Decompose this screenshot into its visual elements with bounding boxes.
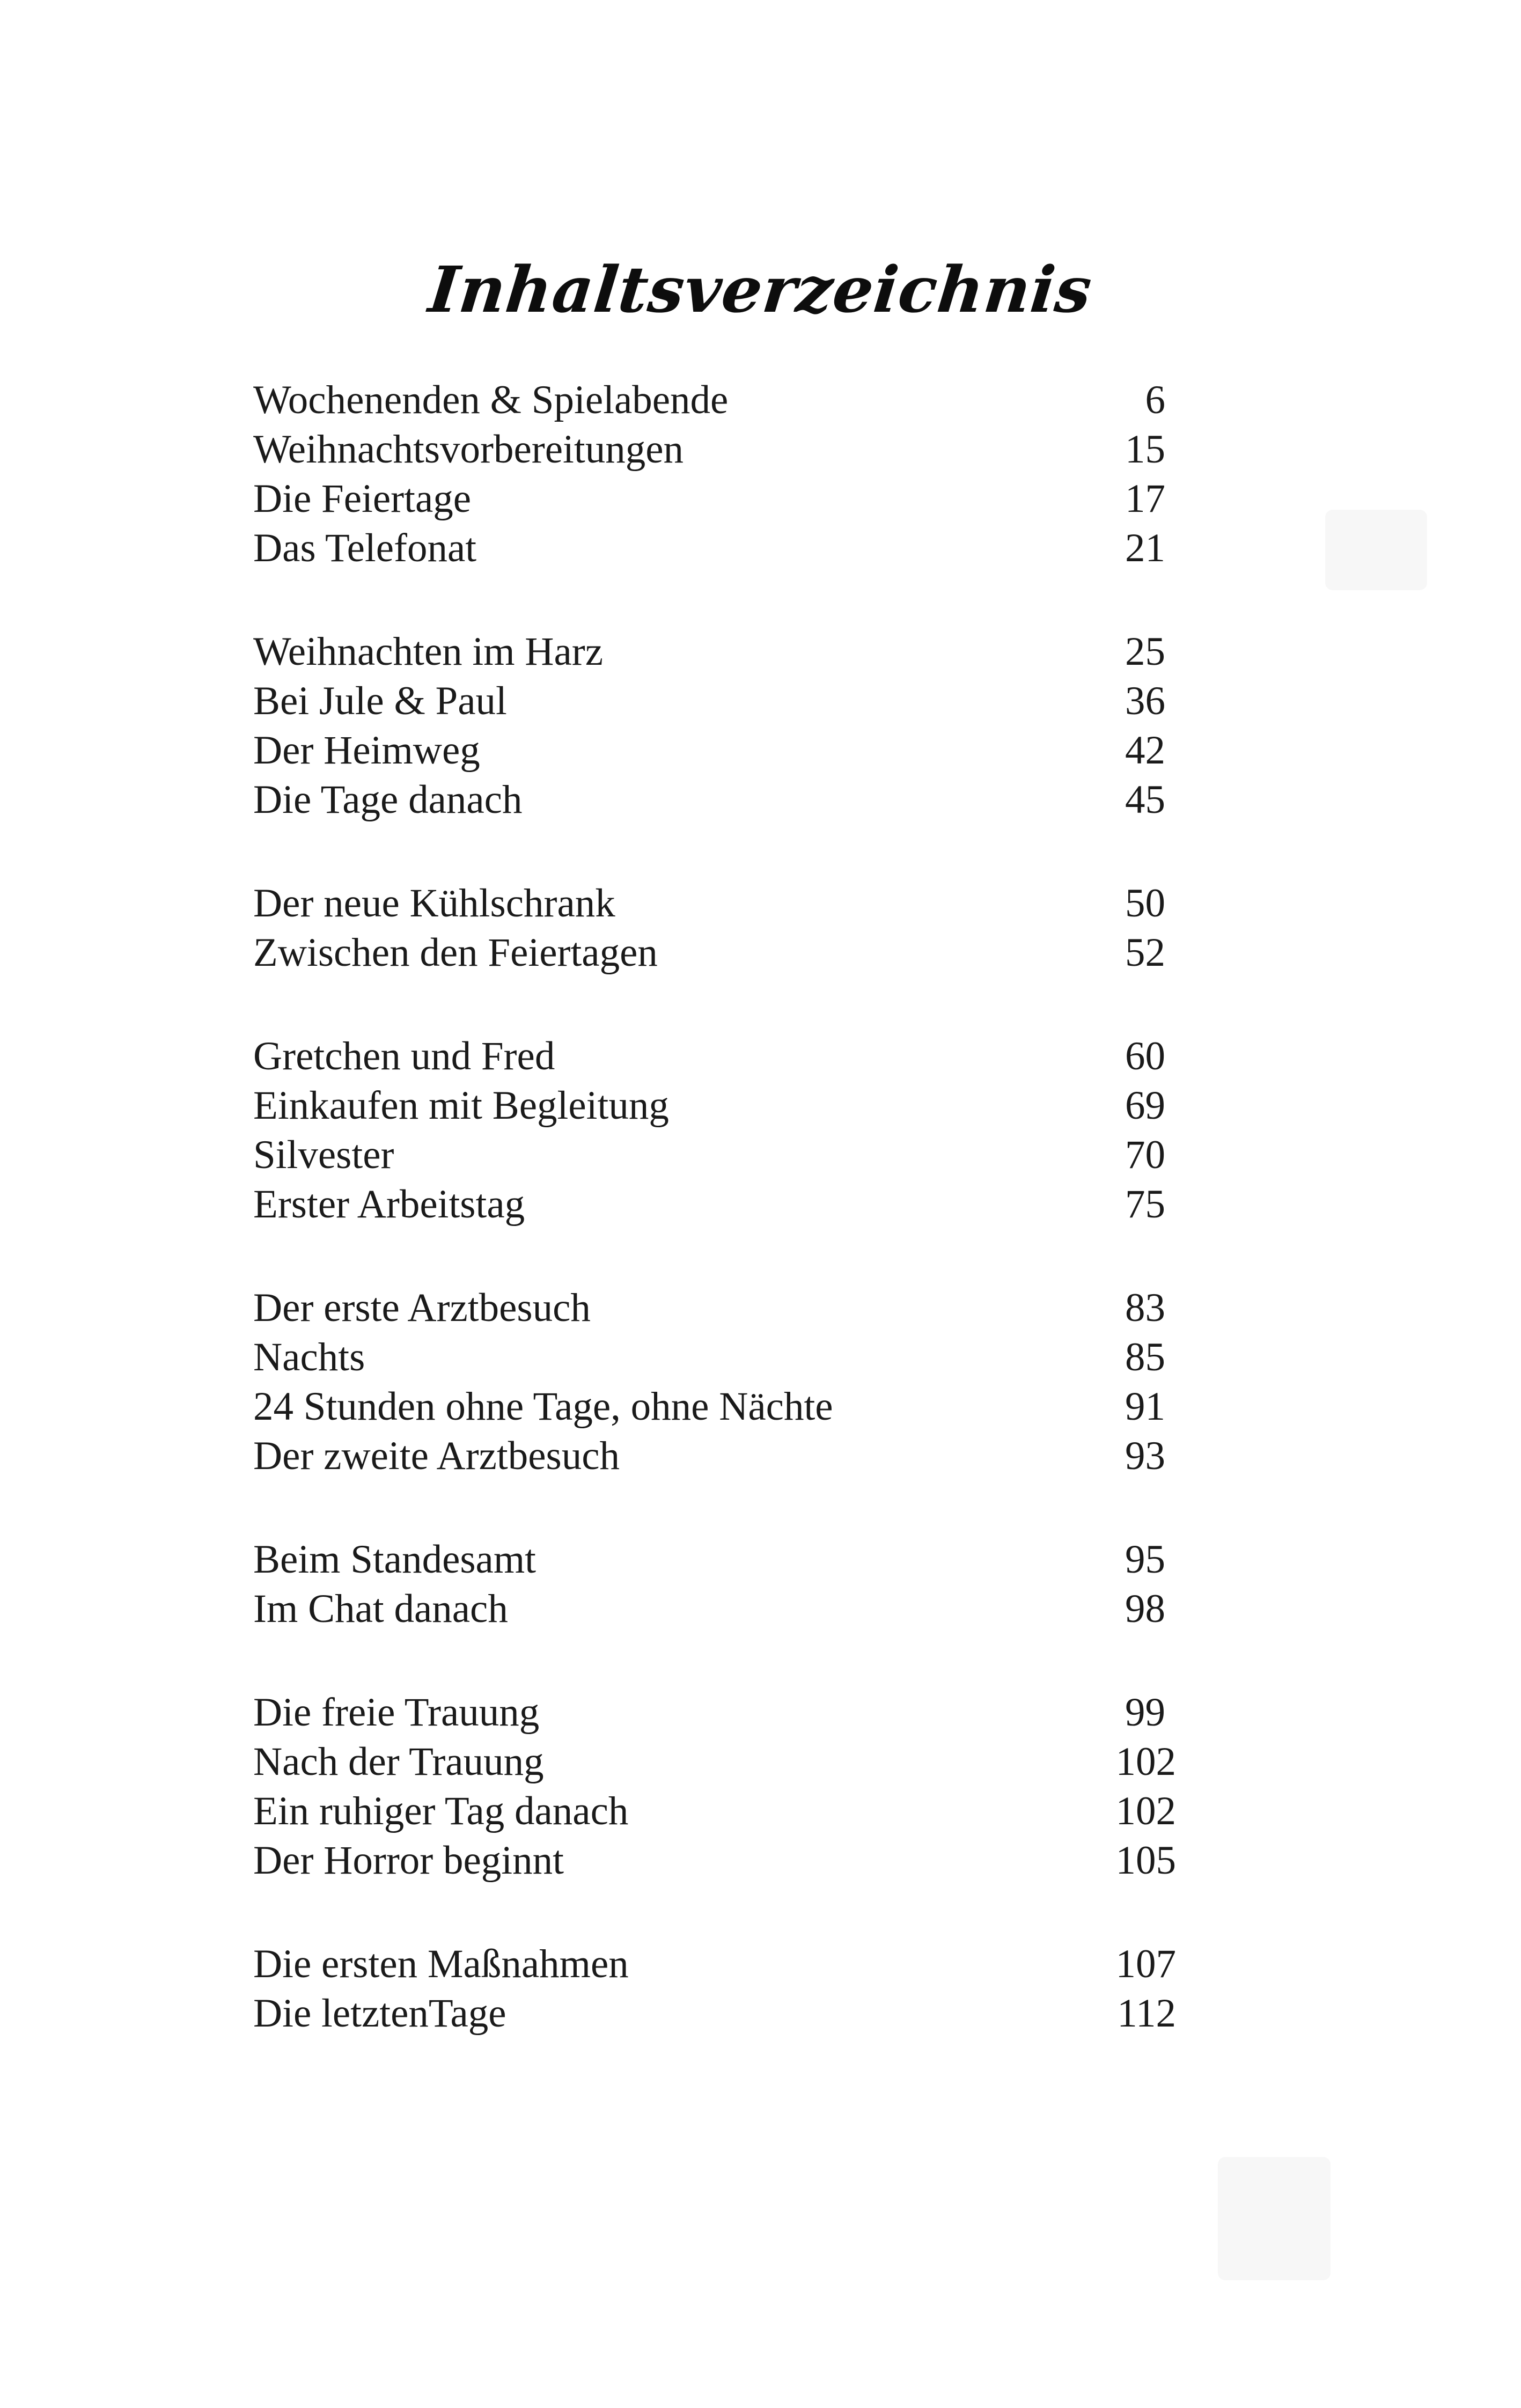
toc-entry [253,726,1176,775]
toc-entry-title: 24 Stunden ohne Tage, ohne Nächte [253,1384,833,1429]
toc-entry [253,627,1176,677]
toc-entry-page-number: 105 [1115,1838,1176,1883]
toc-entry-page-number: 52 [1125,930,1165,975]
toc-entry-title: Erster Arbeitstag [253,1182,525,1227]
toc-entry [253,775,1176,825]
toc-entry-title: Der neue Kühlschrank [253,881,615,926]
page-smudge [1218,2157,1331,2280]
toc-entry-title: Der Horror beginnt [253,1838,564,1883]
toc-entry-page-number: 107 [1115,1942,1176,1986]
toc-entry-title: Weihnachten im Harz [253,629,604,674]
toc-entry-title: Wochenenden & Spielabende [253,378,729,422]
toc-entry [253,1032,1176,1081]
toc-entry-title: Der Heimweg [253,728,480,773]
toc-entry [253,1180,1176,1229]
page-smudge [1325,510,1427,590]
toc-entry-page-number: 91 [1125,1384,1165,1429]
toc-entry-title: Der erste Arztbesuch [253,1286,591,1330]
toc-entry-page-number: 21 [1125,526,1165,570]
toc-entry-title: Der zweite Arztbesuch [253,1434,620,1478]
toc-section [253,1688,1176,1885]
toc-entry-title: Nach der Trauung [253,1739,544,1784]
toc-section [253,1283,1176,1481]
table-of-contents [253,376,1176,2093]
toc-entry-page-number: 95 [1125,1537,1165,1582]
toc-entry-page-number: 102 [1115,1789,1176,1833]
toc-entry [253,1535,1176,1584]
page-title: Inhaltsverzeichnis [425,252,1096,327]
toc-entry-page-number: 98 [1125,1587,1165,1631]
toc-entry-page-number: 50 [1125,881,1165,926]
toc-entry-page-number: 75 [1125,1182,1165,1227]
toc-entry-page-number: 85 [1125,1335,1165,1379]
toc-entry-page-number: 15 [1125,427,1165,472]
toc-entry-title: Im Chat danach [253,1587,508,1631]
toc-entry-page-number: 25 [1125,629,1165,674]
toc-entry [253,524,1176,573]
toc-entry [253,425,1176,474]
toc-entry-page-number: 102 [1115,1739,1176,1784]
toc-entry-title: Nachts [253,1335,365,1379]
toc-entry [253,1081,1176,1130]
toc-entry [253,1787,1176,1836]
toc-entry-page-number: 69 [1125,1083,1165,1128]
toc-entry-title: Beim Standesamt [253,1537,537,1582]
toc-entry [253,879,1176,928]
toc-entry-title: Die freie Trauung [253,1690,540,1735]
toc-entry [253,1130,1176,1180]
toc-entry-title: Das Telefonat [253,526,477,570]
toc-entry-page-number: 99 [1125,1690,1165,1735]
toc-section [253,376,1176,573]
toc-entry-page-number: 93 [1125,1434,1165,1478]
toc-entry-title: Gretchen und Fred [253,1034,555,1078]
toc-section [253,1032,1176,1229]
toc-entry [253,474,1176,524]
toc-entry-title: Silvester [253,1133,394,1177]
toc-entry [253,928,1176,978]
toc-entry-page-number: 112 [1117,1991,1176,2036]
toc-section [253,1940,1176,2038]
toc-section [253,879,1176,978]
toc-entry-title: Die letztenTage [253,1991,506,2036]
toc-entry-title: Die Feiertage [253,476,472,521]
toc-entry [253,1333,1176,1382]
toc-entry [253,1836,1176,1885]
toc-entry [253,376,1176,425]
toc-entry [253,1940,1176,1989]
toc-entry-page-number: 45 [1125,777,1165,822]
toc-entry-title: Ein ruhiger Tag danach [253,1789,629,1833]
toc-entry [253,1431,1176,1481]
toc-entry-title: Bei Jule & Paul [253,679,507,723]
toc-entry [253,1989,1176,2038]
toc-entry-page-number: 36 [1125,679,1165,723]
toc-entry-page-number: 70 [1125,1133,1165,1177]
toc-entry-page-number: 6 [1145,378,1165,422]
toc-entry-title: Weihnachtsvorbereitungen [253,427,684,472]
toc-entry-page-number: 42 [1125,728,1165,773]
toc-entry-page-number: 60 [1125,1034,1165,1078]
toc-entry [253,1688,1176,1737]
toc-entry [253,677,1176,726]
toc-section [253,1535,1176,1634]
toc-entry-page-number: 17 [1125,476,1165,521]
toc-entry-title: Zwischen den Feiertagen [253,930,658,975]
toc-entry [253,1382,1176,1431]
toc-entry-title: Die ersten Maßnahmen [253,1942,629,1986]
toc-entry-page-number: 83 [1125,1286,1165,1330]
toc-entry [253,1584,1176,1634]
toc-entry-title: Einkaufen mit Begleitung [253,1083,669,1128]
toc-entry [253,1737,1176,1787]
toc-entry [253,1283,1176,1333]
toc-entry-title: Die Tage danach [253,777,523,822]
toc-section [253,627,1176,825]
